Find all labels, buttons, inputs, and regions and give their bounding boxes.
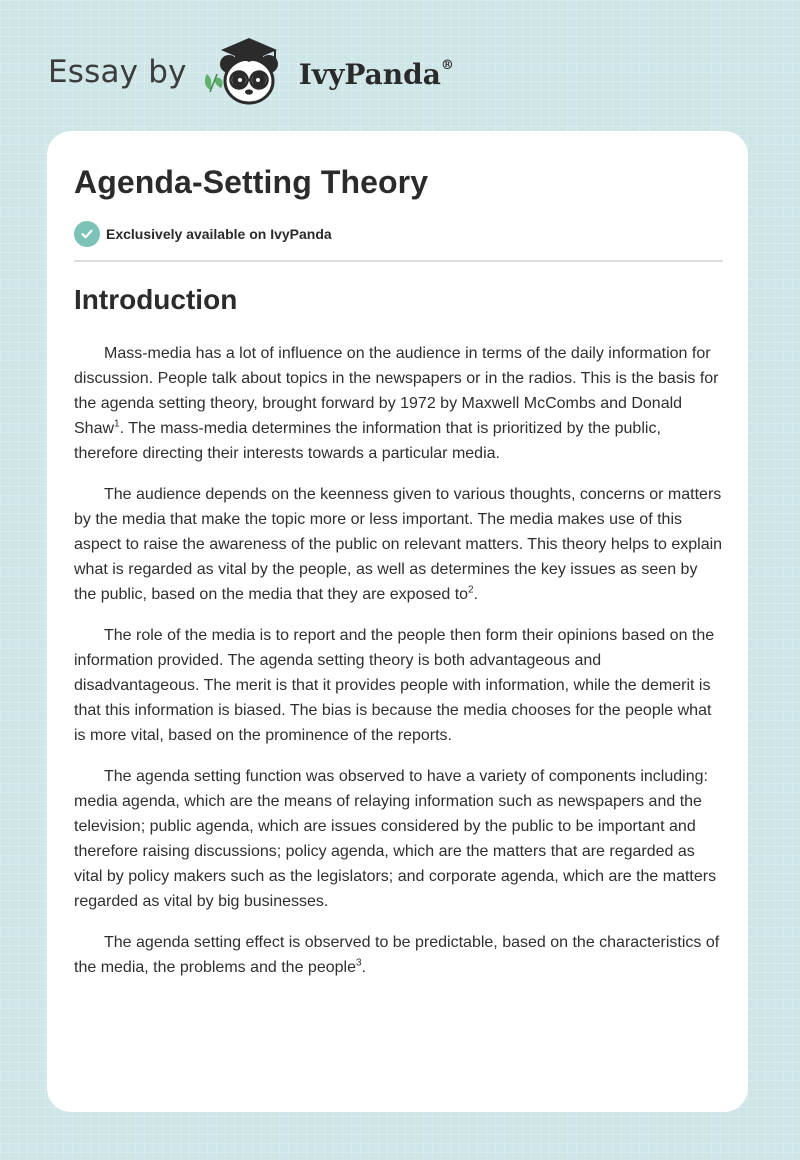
exclusive-label: Exclusively available on IvyPanda <box>106 226 332 242</box>
paragraph <box>74 341 724 466</box>
footnote-ref[interactable]: 3 <box>355 957 362 969</box>
paragraph <box>74 930 724 980</box>
paragraph-text: Mass-media has a lot of influence on the audience in terms of the daily information for discussion. People talk about topics in the newspapers or in the radios. This is the basis for the agenda setting theory, brought forward by 1972 by Maxwell McCombs and Donald Shaw <box>74 345 719 437</box>
brand-name[interactable] <box>299 58 454 91</box>
registered-mark: ® <box>440 58 454 74</box>
essay-card <box>47 131 748 1112</box>
essay-body <box>74 341 724 996</box>
essay-by-label: Essay by <box>48 54 187 90</box>
paragraph-text: . The mass-media determines the information that is prioritized by the public, therefore directing their interests towards a particular media. <box>74 420 661 462</box>
divider <box>74 260 723 262</box>
paragraph <box>74 482 724 607</box>
paragraph-text: The role of the media is to report and the people then form their opinions based on the information provided. The agenda setting theory is both advantageous and disadvantageous. The merit is that it provides people with information, while the demerit is that this information is biased. The bias is because the media chooses for the people what is more vital, based on the prominence of the reports. <box>74 627 715 744</box>
paragraph-text: . <box>473 586 479 603</box>
check-circle-icon <box>74 221 100 247</box>
section-heading: Introduction <box>74 284 238 315</box>
paragraph-text: The agenda setting effect is observed to be predictable, based on the characteristics of the media, the problems and the people <box>74 934 720 976</box>
site-header <box>48 34 454 110</box>
paragraph-text: The audience depends on the keenness given to various thoughts, concerns or matters by the media that make the topic more or less important. The media makes use of this aspect to raise the awareness of the public on relevant matters. This theory helps to explain what is regarded as vital by the people, as well as determines the key issues as seen by the public, based on the media that they are exposed to <box>74 486 723 603</box>
brand-name-text: IvyPanda <box>298 57 441 91</box>
page-title: Agenda-Setting Theory <box>74 164 429 200</box>
paragraph <box>74 764 724 914</box>
paragraph <box>74 623 724 748</box>
panda-graduate-icon[interactable] <box>201 34 293 110</box>
exclusive-badge <box>74 221 332 247</box>
paragraph-text: . <box>361 959 366 976</box>
footnote-ref[interactable]: 2 <box>468 584 474 596</box>
footnote-ref[interactable]: 1 <box>114 418 120 430</box>
paragraph-text: The agenda setting function was observed to have a variety of components including: media agenda, which are the means of relaying information such as newspapers and the television; public agenda, which are issues considered by the public to be important and therefore raising discussions; policy agenda, which are the matters that are regarded as vital by policy makers such as the legislators; and corporate agenda, which are the matters regarded as vital by big businesses. <box>74 768 717 910</box>
